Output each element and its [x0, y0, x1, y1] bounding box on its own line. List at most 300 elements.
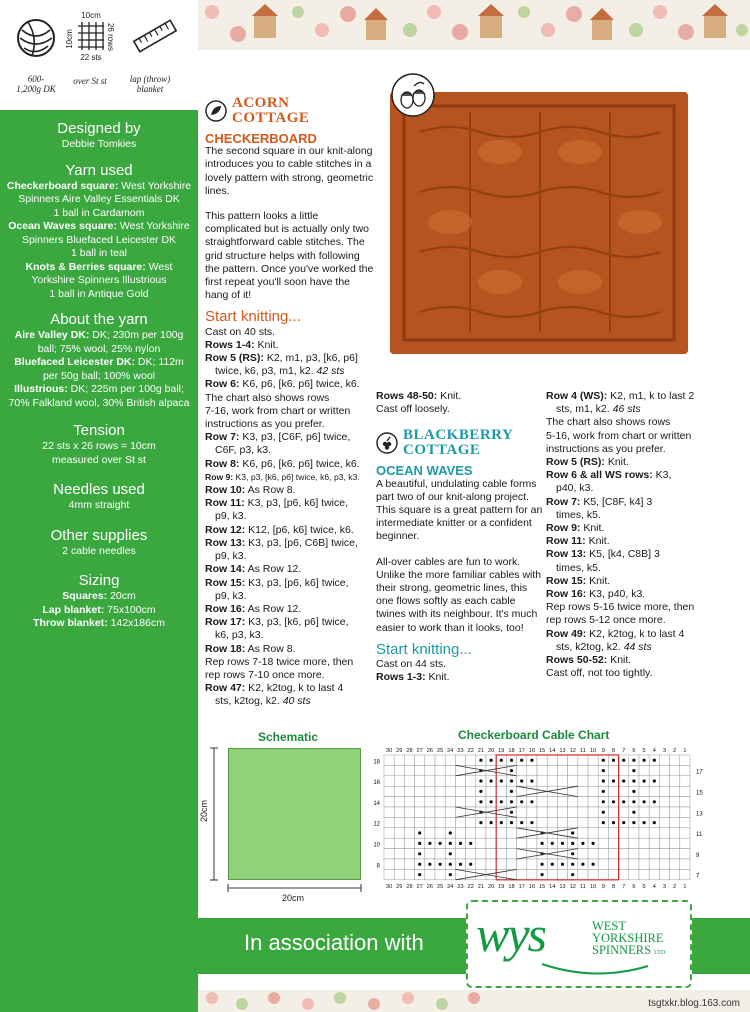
- purl-dot: [561, 863, 564, 866]
- chart-cell: [588, 776, 598, 786]
- chart-cell: [455, 817, 465, 827]
- chart-cell: [670, 869, 680, 879]
- chart-cell: [649, 807, 659, 817]
- instruction-line: sts, m1, k2. 46 sts: [556, 403, 641, 416]
- info-sidebar: [0, 0, 198, 1012]
- chart-cell: [415, 807, 425, 817]
- instruction-line: 5-16, work from chart or written: [546, 429, 692, 442]
- acorn-intro-1: The second square in our knit-along introduces you to cable stitches in a lovely pattern with strong, geometric lines.: [205, 145, 374, 197]
- instruction-line: Row 16: As Row 12.: [205, 602, 302, 615]
- purl-dot: [541, 842, 544, 845]
- chart-cell: [455, 776, 465, 786]
- chart-cell: [680, 817, 690, 827]
- chart-cell: [466, 817, 476, 827]
- purl-dot: [643, 821, 646, 824]
- other-supplies-heading: Other supplies: [50, 526, 148, 544]
- purl-dot: [500, 800, 503, 803]
- purl-dot: [643, 779, 646, 782]
- chart-col-label: 19: [498, 748, 505, 754]
- chart-cell: [547, 755, 557, 765]
- chart-cell: [547, 765, 557, 775]
- chart-cell: [394, 838, 404, 848]
- chart-row-label-right: 7: [696, 873, 700, 880]
- instruction-line: Row 9: Knit.: [546, 522, 605, 535]
- yarn-weight-caption: 600-1,200g DK: [16, 74, 56, 94]
- chart-cell: [435, 786, 445, 796]
- chart-cell: [415, 776, 425, 786]
- chart-cell: [670, 838, 680, 848]
- chart-cell: [659, 838, 669, 848]
- chart-cell: [404, 755, 414, 765]
- sidebar-details: [0, 112, 198, 631]
- chart-cell: [384, 786, 394, 796]
- chart-col-label: 26: [426, 748, 434, 754]
- chart-cell: [496, 869, 506, 879]
- blackberry-column-2: [546, 390, 746, 680]
- chart-cell: [547, 807, 557, 817]
- chart-cell: [466, 786, 476, 796]
- chart-cell: [680, 869, 690, 879]
- chart-col-label: 16: [528, 883, 536, 890]
- chart-cell: [394, 786, 404, 796]
- purl-dot: [428, 842, 431, 845]
- chart-cell: [425, 765, 435, 775]
- chart-cell: [670, 828, 680, 838]
- purl-dot: [622, 821, 625, 824]
- chart-col-label: 4: [652, 883, 656, 890]
- chart-cell: [527, 807, 537, 817]
- purl-dot: [602, 800, 605, 803]
- tension-text: 22 sts x 26 rows = 10cm measured over St st: [42, 440, 156, 466]
- purl-dot: [561, 842, 564, 845]
- purl-dot: [490, 800, 493, 803]
- chart-cell: [506, 859, 516, 869]
- chart-cell: [619, 828, 629, 838]
- purl-dot: [643, 759, 646, 762]
- chart-col-label: 20: [487, 883, 495, 890]
- instruction-line: twice, k6, p3, m1, k2. 42 sts: [215, 365, 345, 378]
- chart-cell: [394, 776, 404, 786]
- chart-col-label: 27: [416, 748, 423, 754]
- chart-cell: [649, 828, 659, 838]
- chart-cell: [506, 838, 516, 848]
- chart-col-label: 3: [662, 883, 667, 890]
- yarn-ball-icon: [14, 16, 58, 60]
- purl-dot: [653, 779, 656, 782]
- footer-url: tsgtxkr.blog.163.com: [648, 998, 740, 1009]
- about-yarn-list: [6, 329, 192, 410]
- chart-cell: [496, 838, 506, 848]
- chart-cell: [537, 755, 547, 765]
- chart-cell: [455, 786, 465, 796]
- floral-top-border: [198, 0, 750, 50]
- chart-cell: [425, 755, 435, 765]
- chart-col-label: 25: [436, 883, 444, 890]
- about-line: Aire Valley DK: DK; 230m per 100g ball; 75% wool, 25% nylon: [14, 329, 184, 355]
- instruction-line: Cast off loosely.: [376, 403, 450, 416]
- chart-cell: [670, 765, 680, 775]
- chart-cell: [670, 755, 680, 765]
- instruction-line: times, k5.: [556, 508, 601, 521]
- purl-dot: [643, 800, 646, 803]
- instruction-line: Row 4 (WS): K2, m1, k to last 2: [546, 390, 695, 402]
- chart-cell: [527, 859, 537, 869]
- chart-col-label: 9: [601, 748, 605, 754]
- chart-cell: [659, 807, 669, 817]
- blackberry-cottage-subtitle: COTTAGE: [403, 442, 481, 459]
- about-line: Illustrious: DK; 225m per 100g ball; 70% Falkland wool, 30% British alpaca: [8, 383, 190, 409]
- designer-name: Debbie Tomkies: [61, 138, 137, 150]
- chart-col-label: 29: [396, 883, 403, 890]
- instruction-line: Row 5 (RS): Knit.: [546, 456, 629, 469]
- chart-cell: [517, 765, 527, 775]
- chart-cell: [598, 869, 608, 879]
- chart-cell: [670, 807, 680, 817]
- chart-cell: [425, 817, 435, 827]
- instruction-line: Row 7: K5, [C8F, k4] 3: [546, 495, 653, 508]
- blanket-caption: lap (throw) blanket: [129, 74, 171, 94]
- chart-cell: [578, 817, 588, 827]
- chart-cell: [466, 807, 476, 817]
- chart-cell: [394, 755, 404, 765]
- purl-dot: [418, 863, 421, 866]
- purl-dot: [479, 779, 482, 782]
- instruction-line: Rows 48-50: Knit.: [376, 390, 462, 402]
- blackberry-cottage-header: [376, 428, 546, 458]
- instruction-line: Row 13: K3, p3, [p6, C6B] twice,: [205, 536, 358, 549]
- instruction-line: Row 18: As Row 8.: [205, 642, 296, 655]
- chart-cell: [608, 828, 618, 838]
- chart-cell: [384, 807, 394, 817]
- acorn-instructions: [205, 326, 375, 709]
- chart-col-label: 20: [487, 748, 495, 754]
- stst-caption: over St st: [73, 76, 107, 86]
- purl-dot: [653, 800, 656, 803]
- chart-cell: [394, 765, 404, 775]
- chart-row-label-left: 18: [373, 759, 380, 766]
- chart-col-label: 7: [622, 883, 626, 890]
- chart-cell: [537, 776, 547, 786]
- chart-cell: [557, 817, 567, 827]
- instruction-line: k6, p3, k3.: [215, 629, 264, 642]
- purl-dot: [541, 873, 544, 876]
- sizing-list: [6, 590, 192, 631]
- purl-dot: [418, 842, 421, 845]
- instruction-line: Row 15: K3, p3, [p6, k6] twice,: [205, 576, 349, 589]
- chart-row-label-right: 17: [696, 769, 703, 776]
- purl-dot: [449, 873, 452, 876]
- instruction-line: C6F, p3, k3.: [215, 444, 272, 457]
- chart-cell: [619, 838, 629, 848]
- chart-cell: [557, 828, 567, 838]
- chart-cell: [466, 849, 476, 859]
- instruction-line: Cast off, not too tightly.: [546, 667, 653, 680]
- chart-cell: [598, 838, 608, 848]
- chart-cell: [547, 776, 557, 786]
- chart-cell: [415, 817, 425, 827]
- chart-cell: [680, 828, 690, 838]
- purl-dot: [592, 863, 595, 866]
- instruction-line: times, k5.: [556, 561, 601, 574]
- chart-cell: [445, 817, 455, 827]
- yarn-line: 1 ball in teal: [70, 247, 128, 259]
- chart-cell: [619, 849, 629, 859]
- chart-cell: [415, 797, 425, 807]
- chart-cell: [578, 828, 588, 838]
- chart-col-label: 10: [589, 883, 597, 890]
- purl-dot: [469, 842, 472, 845]
- chart-col-label: 13: [559, 748, 566, 754]
- purl-dot: [632, 759, 635, 762]
- purl-dot: [428, 863, 431, 866]
- chart-cell: [557, 849, 567, 859]
- chart-col-label: 17: [518, 748, 525, 754]
- chart-cell: [537, 797, 547, 807]
- chart-cell: [476, 859, 486, 869]
- chart-cell: [608, 849, 618, 859]
- chart-cell: [568, 755, 578, 765]
- sizing-line: Throw blanket: 142x186cm: [33, 617, 165, 629]
- purl-dot: [653, 759, 656, 762]
- needles-text: 4mm straight: [68, 499, 130, 511]
- chart-cell: [639, 838, 649, 848]
- chart-col-label: 11: [579, 748, 586, 754]
- purl-dot: [602, 811, 605, 814]
- chart-cell: [659, 776, 669, 786]
- chart-cell: [578, 869, 588, 879]
- purl-dot: [479, 759, 482, 762]
- acorn-intro-2: This pattern looks a little complicated but is actually only two straightforward cable stitches. The grid structure helps with following the pattern. Once you've worked the first repeat you'll soon have the hang of it!: [205, 210, 374, 302]
- chart-cell: [588, 828, 598, 838]
- instruction-line: Rep rows 7-18 twice more, then: [205, 655, 354, 668]
- chart-cell: [455, 797, 465, 807]
- sizing-line: Lap blanket: 75x100cm: [42, 603, 156, 616]
- chart-cell: [608, 807, 618, 817]
- purl-dot: [500, 759, 503, 762]
- purl-dot: [632, 790, 635, 793]
- instruction-line: Row 17: K3, p3, [k6, p6] twice,: [205, 616, 349, 629]
- purl-dot: [632, 769, 635, 772]
- chart-col-label: 27: [416, 883, 423, 890]
- purl-dot: [581, 863, 584, 866]
- purl-dot: [571, 863, 574, 866]
- acorn-cottage-title: ACORN: [232, 95, 290, 111]
- purl-dot: [520, 800, 523, 803]
- chart-cell: [680, 797, 690, 807]
- wys-swoosh-icon: [540, 960, 650, 980]
- blackberry-intro-2: All-over cables are fun to work. Unlike the more familiar cables with their strong, geometric lines, this one flows softly as each cable twines with its neighbour. It's much easier to work than it looks, too!: [376, 555, 542, 634]
- chart-cell: [425, 849, 435, 859]
- chart-cell: [445, 776, 455, 786]
- chart-cell: [527, 869, 537, 879]
- instruction-line: p40, k3.: [556, 482, 594, 495]
- chart-cell: [425, 776, 435, 786]
- chart-col-label: 26: [426, 883, 434, 890]
- chart-cell: [537, 817, 547, 827]
- purl-dot: [602, 821, 605, 824]
- instruction-line: The chart also shows rows: [546, 416, 671, 429]
- chart-row-label-right: 11: [696, 832, 703, 839]
- chart-cell: [557, 755, 567, 765]
- chart-col-label: 2: [673, 883, 677, 890]
- purl-dot: [500, 821, 503, 824]
- chart-cell: [588, 807, 598, 817]
- chart-cell: [588, 869, 598, 879]
- instruction-line: Row 47: K2, k2tog, k to last 4: [205, 682, 344, 695]
- instruction-line: Rows 1-4: Knit.: [205, 338, 279, 351]
- chart-cell: [670, 786, 680, 796]
- chart-row-label-left: 8: [376, 863, 380, 870]
- chart-cell: [659, 765, 669, 775]
- chart-cell: [537, 807, 547, 817]
- chart-cell: [476, 849, 486, 859]
- instruction-line: Row 11: Knit.: [546, 535, 610, 548]
- purl-dot: [653, 821, 656, 824]
- chart-cell: [466, 797, 476, 807]
- sizing-heading: Sizing: [78, 572, 120, 589]
- chart-cell: [588, 817, 598, 827]
- cable-chart-title: Checkerboard Cable Chart: [458, 728, 610, 742]
- chart-cell: [404, 817, 414, 827]
- yarn-used-list: [6, 180, 192, 302]
- chart-cell: [486, 849, 496, 859]
- chart-cell: [680, 849, 690, 859]
- chart-cell: [527, 765, 537, 775]
- chart-col-label: 24: [447, 748, 454, 754]
- purl-dot: [551, 842, 554, 845]
- chart-row-label-right: 9: [696, 852, 700, 859]
- gauge-side-label: 10cm: [65, 29, 74, 49]
- ocean-waves-title: OCEAN WAVES: [376, 463, 473, 479]
- chart-row-label-right: 13: [696, 811, 703, 818]
- chart-cell: [619, 859, 629, 869]
- acorn-cottage-header: [205, 96, 375, 126]
- purl-dot: [612, 759, 615, 762]
- instruction-line: sts, k2tog, k2. 44 sts: [556, 640, 652, 653]
- chart-cell: [455, 755, 465, 765]
- chart-cell: [435, 776, 445, 786]
- chart-cell: [466, 755, 476, 765]
- chart-cell: [517, 869, 527, 879]
- chart-col-label: 22: [467, 748, 474, 754]
- chart-col-label: 19: [498, 883, 505, 890]
- chart-cell: [425, 807, 435, 817]
- chart-cell: [588, 849, 598, 859]
- purl-dot: [551, 863, 554, 866]
- purl-dot: [510, 779, 513, 782]
- purl-dot: [418, 852, 421, 855]
- chart-col-label: 8: [611, 883, 616, 890]
- purl-dot: [602, 759, 605, 762]
- cottage-leaf-icon: [205, 100, 227, 122]
- chart-cell: [496, 786, 506, 796]
- chart-cell: [598, 828, 608, 838]
- chart-row-label-left: 12: [373, 821, 380, 828]
- chart-cell: [578, 776, 588, 786]
- chart-cell: [659, 869, 669, 879]
- chart-cell: [394, 859, 404, 869]
- chart-cell: [404, 869, 414, 879]
- chart-cell: [680, 838, 690, 848]
- purl-dot: [622, 779, 625, 782]
- chart-cell: [435, 755, 445, 765]
- instruction-line: The chart also shows rows: [205, 391, 330, 404]
- purl-dot: [490, 759, 493, 762]
- chart-cell: [435, 849, 445, 859]
- purl-dot: [449, 842, 452, 845]
- chart-cell: [557, 776, 567, 786]
- chart-cell: [384, 817, 394, 827]
- purl-dot: [612, 821, 615, 824]
- purl-dot: [632, 811, 635, 814]
- purl-dot: [449, 852, 452, 855]
- chart-cell: [670, 797, 680, 807]
- chart-cell: [629, 828, 639, 838]
- chart-cell: [384, 755, 394, 765]
- chart-cell: [557, 797, 567, 807]
- chart-cell: [445, 765, 455, 775]
- instruction-line: Row 8: K6, p6, [k6, p6] twice, k6.: [205, 457, 360, 470]
- purl-dot: [541, 863, 544, 866]
- blackberry-instructions: [546, 390, 746, 680]
- chart-row-label-left: 10: [373, 842, 380, 849]
- chart-cell: [517, 859, 527, 869]
- chart-cell: [384, 869, 394, 879]
- chart-cell: [659, 755, 669, 765]
- chart-col-label: 6: [632, 883, 636, 890]
- purl-dot: [571, 852, 574, 855]
- purl-dot: [479, 790, 482, 793]
- chart-cell: [578, 765, 588, 775]
- chart-col-label: 5: [642, 748, 646, 754]
- chart-cell: [466, 828, 476, 838]
- chart-col-label: 16: [528, 748, 536, 754]
- chart-col-label: 11: [579, 883, 586, 890]
- chart-cell: [619, 869, 629, 879]
- purl-dot: [469, 863, 472, 866]
- chart-cell: [476, 828, 486, 838]
- chart-cell: [415, 786, 425, 796]
- chart-cell: [578, 797, 588, 807]
- about-line: Bluefaced Leicester DK: DK; 112m per 50g ball; 100% wool: [14, 356, 184, 382]
- chart-cell: [680, 807, 690, 817]
- chart-cell: [680, 755, 690, 765]
- purl-dot: [530, 800, 533, 803]
- chart-cell: [659, 849, 669, 859]
- chart-cell: [578, 786, 588, 796]
- chart-cell: [435, 817, 445, 827]
- instruction-line: Row 6: K6, p6, [k6, p6] twice, k6.: [205, 378, 360, 391]
- chart-cell: [506, 828, 516, 838]
- purl-dot: [520, 779, 523, 782]
- chart-cell: [384, 765, 394, 775]
- purl-dot: [459, 842, 462, 845]
- instruction-line: Row 16: K3, p40, k3.: [546, 588, 646, 601]
- chart-cell: [527, 849, 537, 859]
- chart-cell: [496, 807, 506, 817]
- about-yarn-heading: About the yarn: [50, 311, 148, 328]
- chart-cell: [506, 849, 516, 859]
- chart-cell: [670, 849, 680, 859]
- instruction-line: Row 9: K3, p3, [k6, p6] twice, k6, p3, k3.: [205, 471, 360, 482]
- chart-cell: [496, 828, 506, 838]
- chart-cell: [435, 765, 445, 775]
- chart-cell: [619, 765, 629, 775]
- chart-cell: [557, 765, 567, 775]
- chart-cell: [629, 859, 639, 869]
- purl-dot: [439, 863, 442, 866]
- association-text: In association with: [244, 930, 424, 955]
